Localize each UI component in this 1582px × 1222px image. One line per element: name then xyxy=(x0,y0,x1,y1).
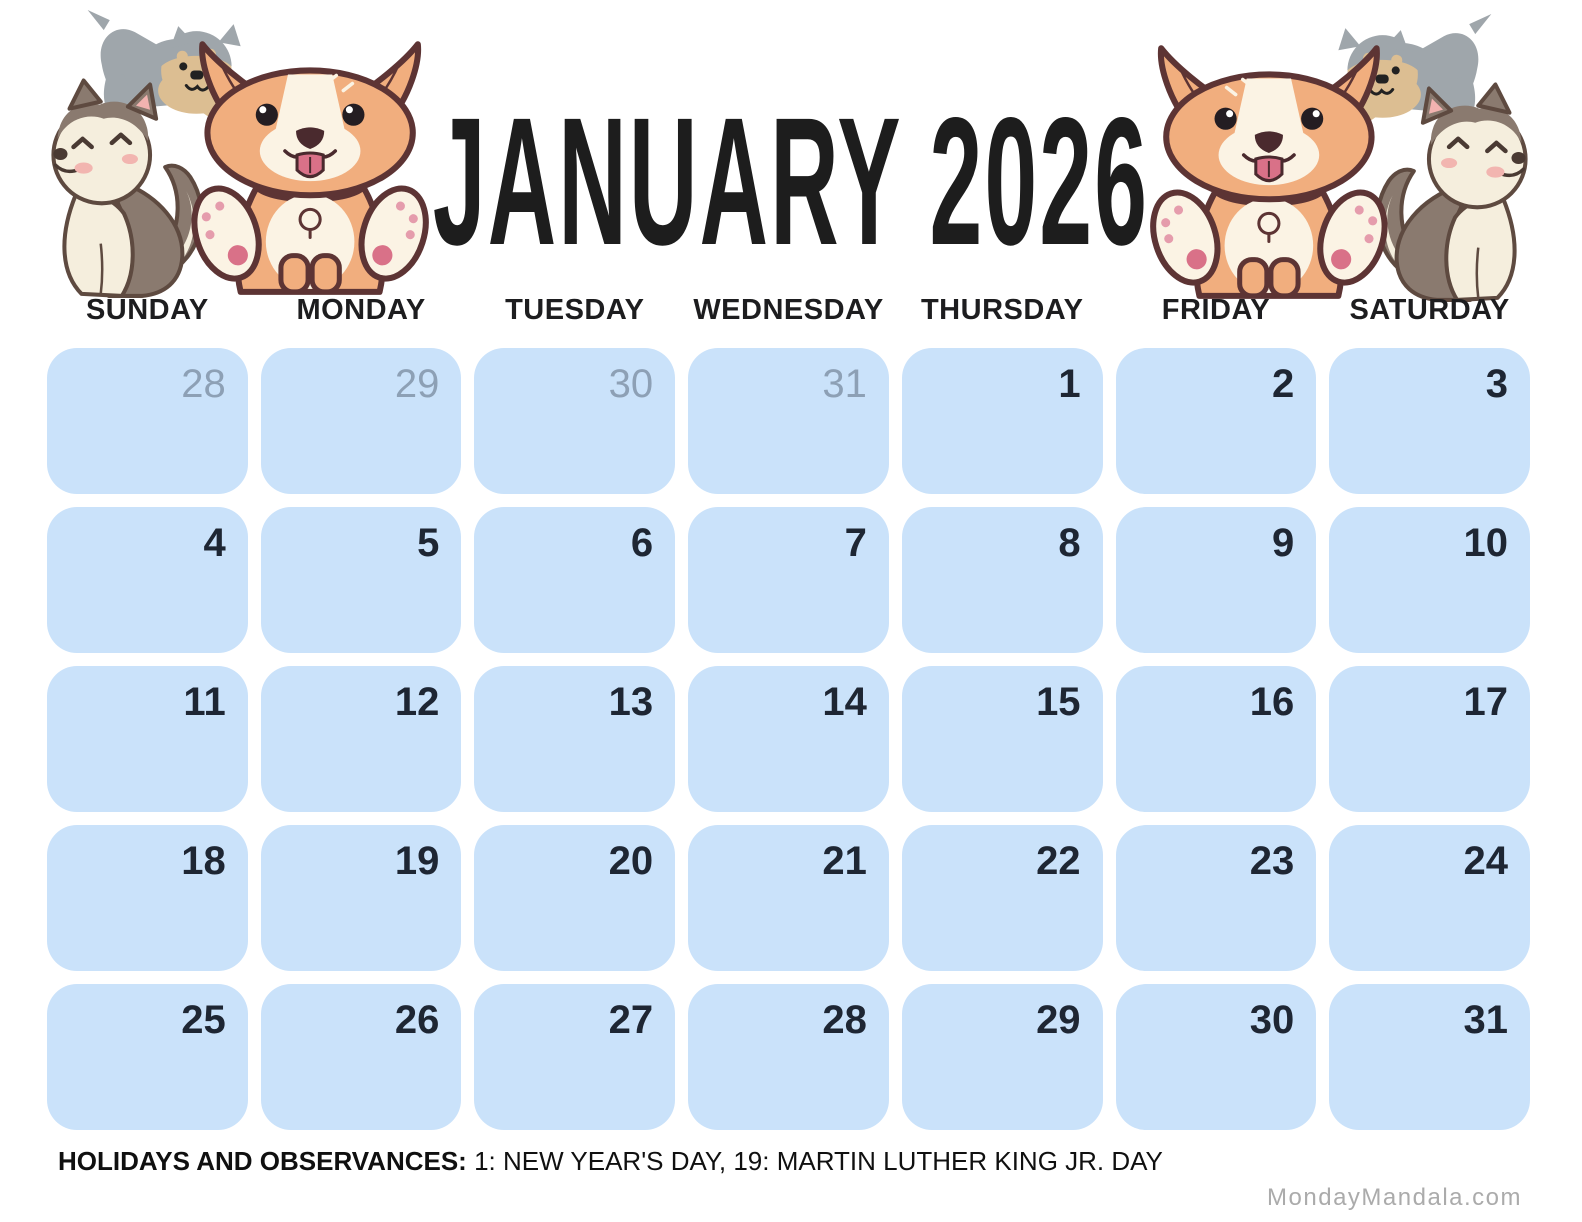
calendar-cell xyxy=(688,348,889,494)
calendar-cell xyxy=(261,348,462,494)
day-number: 31 xyxy=(1463,998,1508,1042)
day-number: 21 xyxy=(822,839,867,883)
day-number: 7 xyxy=(844,521,867,565)
calendar-cell xyxy=(1329,825,1530,971)
day-number: 30 xyxy=(608,362,654,406)
day-number: 14 xyxy=(822,680,867,724)
calendar-cell xyxy=(1116,666,1317,812)
holidays-text: 1: NEW YEAR'S DAY, 19: MARTIN LUTHER KING JR. DAY xyxy=(466,1146,1163,1176)
day-number: 15 xyxy=(1036,680,1081,724)
calendar-cell xyxy=(902,984,1103,1130)
calendar-cell xyxy=(261,825,462,971)
calendar-cell xyxy=(1329,984,1530,1130)
holidays-line xyxy=(58,1146,1163,1177)
day-number: 19 xyxy=(394,839,440,883)
calendar-cell xyxy=(688,666,889,812)
day-number: 13 xyxy=(608,680,654,724)
day-number: 20 xyxy=(608,839,654,883)
calendar-cell xyxy=(261,984,462,1130)
calendar-cell xyxy=(902,507,1103,653)
weekday-header-row xyxy=(47,294,1530,327)
calendar-cell xyxy=(47,825,248,971)
weekday-thursday: THURSDAY xyxy=(920,294,1084,326)
holidays-label: HOLIDAYS AND OBSERVANCES: xyxy=(58,1146,467,1176)
calendar-cell xyxy=(474,666,675,812)
weekday-monday: MONDAY xyxy=(296,294,426,326)
calendar-cell xyxy=(47,984,248,1130)
day-number: 11 xyxy=(183,680,226,724)
watermark: MondayMandala.com xyxy=(1267,1184,1522,1211)
calendar-cell xyxy=(474,984,675,1130)
dogs-illustration-left xyxy=(2,4,432,306)
calendar-cell xyxy=(1329,348,1530,494)
weekday-sunday: SUNDAY xyxy=(85,294,209,326)
calendar-cell xyxy=(47,507,248,653)
calendar-cell xyxy=(1116,348,1317,494)
calendar-cell xyxy=(474,348,675,494)
calendar-cell xyxy=(47,666,248,812)
page-title: JANUARY 2026 xyxy=(432,80,1150,284)
day-number: 26 xyxy=(394,998,440,1042)
day-number: 22 xyxy=(1036,839,1081,883)
day-number: 2 xyxy=(1272,362,1295,406)
day-number: 16 xyxy=(1249,680,1295,724)
calendar-cell xyxy=(47,348,248,494)
day-number: 6 xyxy=(630,521,654,565)
calendar-grid xyxy=(47,348,1530,1130)
calendar-cell xyxy=(688,984,889,1130)
day-number: 28 xyxy=(181,362,226,406)
calendar-cell xyxy=(261,666,462,812)
calendar-cell xyxy=(1116,507,1317,653)
day-number: 12 xyxy=(394,680,440,724)
calendar-cell xyxy=(1116,984,1317,1130)
day-number: 29 xyxy=(1036,998,1081,1042)
calendar-cell xyxy=(1116,825,1317,971)
calendar-cell xyxy=(261,507,462,653)
day-number: 4 xyxy=(203,521,226,565)
calendar-cell xyxy=(474,507,675,653)
day-number: 24 xyxy=(1463,839,1508,883)
weekday-saturday: SATURDAY xyxy=(1349,294,1510,326)
day-number: 3 xyxy=(1485,362,1508,406)
day-number: 17 xyxy=(1463,680,1508,724)
day-number: 9 xyxy=(1272,521,1295,565)
day-number: 1 xyxy=(1058,362,1081,406)
calendar-cell xyxy=(902,825,1103,971)
calendar-cell xyxy=(1329,507,1530,653)
weekday-tuesday: TUESDAY xyxy=(505,294,645,326)
weekday-wednesday: WEDNESDAY xyxy=(693,294,884,326)
day-number: 23 xyxy=(1249,839,1295,883)
calendar-cell xyxy=(474,825,675,971)
dogs-illustration-right xyxy=(1142,8,1582,310)
calendar-cell xyxy=(688,507,889,653)
day-number: 10 xyxy=(1463,521,1508,565)
day-number: 8 xyxy=(1058,521,1081,565)
day-number: 31 xyxy=(822,362,867,406)
day-number: 29 xyxy=(394,362,440,406)
day-number: 30 xyxy=(1249,998,1295,1042)
day-number: 27 xyxy=(608,998,654,1042)
day-number: 28 xyxy=(822,998,867,1042)
weekday-friday: FRIDAY xyxy=(1161,294,1271,326)
calendar-cell xyxy=(1329,666,1530,812)
calendar-cell xyxy=(902,666,1103,812)
header xyxy=(0,0,1582,298)
calendar-cell xyxy=(902,348,1103,494)
day-number: 18 xyxy=(181,839,226,883)
calendar-cell xyxy=(688,825,889,971)
day-number: 25 xyxy=(181,998,226,1042)
day-number: 5 xyxy=(417,521,440,565)
